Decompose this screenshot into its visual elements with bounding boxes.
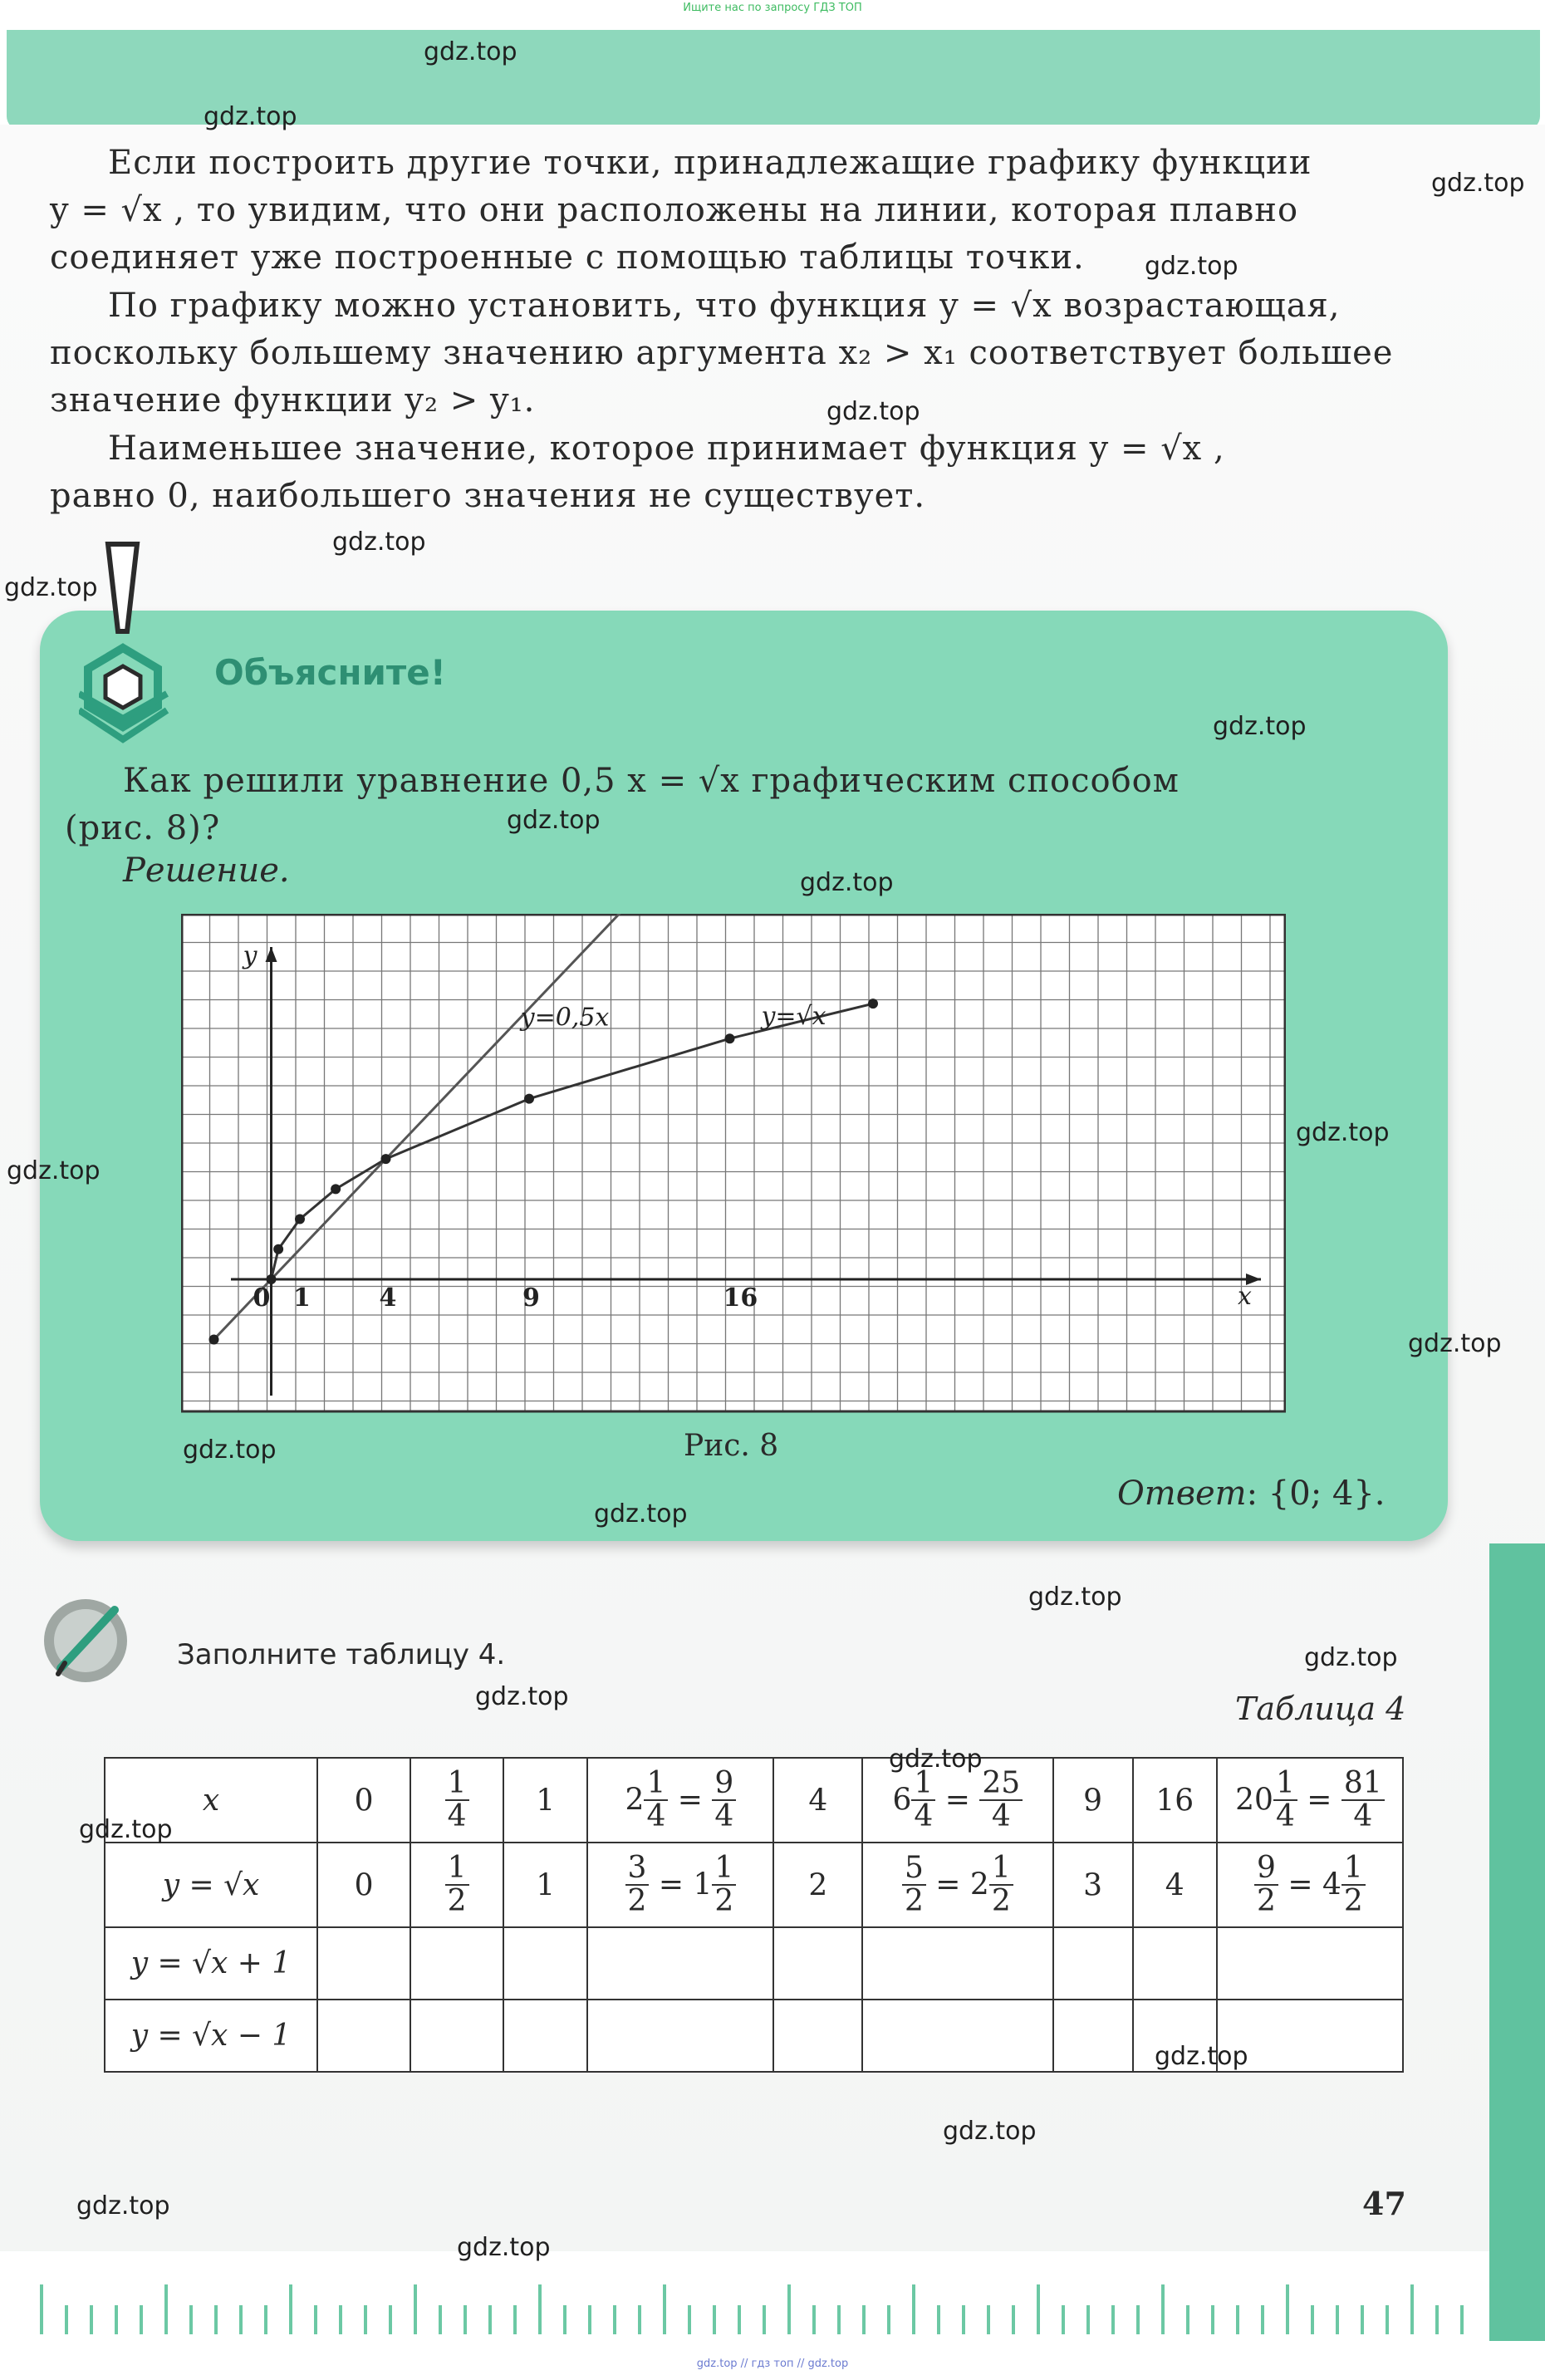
number-text: 1	[536, 1868, 556, 1903]
answer	[1117, 1475, 1386, 1513]
watermark: gdz.top	[332, 528, 426, 557]
fraction	[989, 1852, 1013, 1917]
number-text: 3	[1083, 1868, 1102, 1903]
intro-line: Если построить другие точки, принадлежащие графику функции	[108, 144, 1312, 182]
table-cell	[410, 1843, 503, 1927]
numerator: 9	[712, 1768, 736, 1801]
table-cell	[503, 1758, 587, 1843]
number-text: =	[1278, 1867, 1323, 1902]
graph-background	[181, 914, 1286, 1412]
table-cell	[317, 1843, 410, 1927]
empty-cell[interactable]	[773, 1927, 862, 2000]
numerator: 5	[902, 1852, 926, 1886]
y-axis-label: y	[243, 941, 258, 970]
fraction	[625, 1852, 650, 1917]
fraction	[911, 1768, 935, 1833]
table-cell	[1217, 1758, 1403, 1843]
watermark: gdz.top	[800, 868, 894, 897]
intro-line: y = √x , то увидим, что они расположены на линии, которая плавно	[50, 191, 1299, 229]
table-cell	[1217, 1843, 1403, 1927]
fraction	[1341, 1768, 1385, 1833]
empty-cell[interactable]	[1217, 1927, 1403, 2000]
data-point	[725, 1033, 735, 1043]
empty-cell[interactable]	[503, 1927, 587, 2000]
denominator: 4	[646, 1799, 666, 1833]
number-text: 9	[1083, 1784, 1102, 1818]
table-cell	[587, 1843, 773, 1927]
pencil-task-icon	[40, 1595, 131, 1686]
row-label-x: x	[105, 1758, 317, 1843]
explain-question	[65, 758, 1410, 852]
x-tick-label: 9	[522, 1283, 540, 1313]
table-cell	[317, 1758, 410, 1843]
table-row-y	[105, 1843, 1403, 1927]
fraction	[1273, 1768, 1297, 1833]
watermark: gdz.top	[594, 1499, 688, 1529]
ruler-decoration	[33, 2243, 1487, 2343]
number-text: =	[935, 1783, 980, 1818]
number-text: =	[1297, 1783, 1341, 1818]
number-text: 1	[693, 1867, 713, 1902]
denominator: 2	[627, 1884, 647, 1918]
bottom-note: gdz.top // гдз топ // gdz.top	[696, 2358, 849, 2370]
table-cell	[1133, 1758, 1217, 1843]
fraction	[1341, 1852, 1366, 1917]
numerator: 1	[644, 1768, 668, 1801]
intro-line: соединяет уже построенные с помощью таблицы точки.	[50, 238, 1085, 277]
x-tick-label: 4	[379, 1283, 397, 1313]
watermark: gdz.top	[1296, 1118, 1390, 1147]
table-label: Таблица 4	[1235, 1691, 1406, 1727]
watermark: gdz.top	[475, 1682, 569, 1711]
exclamation-hexagon-icon	[79, 540, 204, 748]
data-point	[524, 1094, 534, 1104]
number-text: 2	[625, 1783, 645, 1818]
watermark: gdz.top	[7, 1156, 101, 1185]
top-note: Ищите нас по запросу ГДЗ ТОП	[683, 2, 862, 14]
numerator: 1	[445, 1852, 469, 1886]
fraction	[902, 1852, 926, 1917]
empty-cell[interactable]	[862, 1927, 1052, 2000]
fraction	[445, 1852, 469, 1917]
watermark: gdz.top	[1028, 1583, 1122, 1612]
figure-caption: Рис. 8	[684, 1429, 779, 1463]
exercise-prompt: Заполните таблицу 4.	[177, 1638, 506, 1671]
watermark: gdz.top	[1155, 2042, 1248, 2071]
data-point	[331, 1184, 341, 1194]
empty-cell[interactable]	[1133, 1927, 1217, 2000]
numerator: 1	[1341, 1852, 1366, 1886]
numerator: 1	[445, 1768, 469, 1801]
function-graph	[181, 914, 1286, 1421]
table-cell	[410, 1758, 503, 1843]
denominator: 4	[447, 1799, 467, 1833]
watermark: gdz.top	[889, 1745, 983, 1774]
table-cell	[503, 1843, 587, 1927]
denominator: 2	[714, 1884, 734, 1918]
number-text: 0	[354, 1784, 374, 1818]
watermark: gdz.top	[943, 2117, 1037, 2146]
denominator: 2	[1257, 1884, 1276, 1918]
empty-cell[interactable]	[773, 2000, 862, 2072]
row-label-y-plus-1: y = √x + 1	[105, 1927, 317, 2000]
table-cell	[1053, 1843, 1133, 1927]
numerator: 1	[989, 1852, 1013, 1886]
x-tick-label: 1	[293, 1283, 311, 1313]
watermark: gdz.top	[424, 37, 517, 66]
watermark: gdz.top	[507, 806, 601, 835]
fraction	[1254, 1852, 1278, 1917]
empty-cell[interactable]	[1053, 2000, 1133, 2072]
data-point	[273, 1244, 283, 1254]
number-text: =	[649, 1867, 694, 1902]
explain-title: Объясните!	[214, 652, 446, 693]
table-cell	[862, 1843, 1052, 1927]
table-cell	[773, 1843, 862, 1927]
number-text: =	[668, 1783, 713, 1818]
data-point	[868, 999, 878, 1008]
empty-cell[interactable]	[410, 2000, 503, 2072]
empty-cell[interactable]	[587, 1927, 773, 2000]
data-point	[381, 1154, 391, 1164]
empty-cell[interactable]	[503, 2000, 587, 2072]
series-label-linear: y=0,5x	[520, 1003, 610, 1033]
number-text: 16	[1155, 1784, 1194, 1818]
intro-line: Наименьшее значение, которое принимает функция y = √x ,	[108, 429, 1225, 468]
answer-label: Ответ	[1117, 1475, 1247, 1513]
watermark: gdz.top	[1431, 169, 1525, 198]
table-4	[104, 1757, 1404, 2073]
question-line: (рис. 8)?	[65, 809, 221, 847]
intro-paragraph-2	[50, 282, 1420, 424]
watermark: gdz.top	[457, 2233, 551, 2262]
intro-paragraph-3	[50, 425, 1420, 520]
watermark: gdz.top	[1408, 1329, 1502, 1358]
watermark: gdz.top	[79, 1815, 173, 1844]
fraction	[445, 1768, 469, 1833]
number-text: =	[925, 1867, 970, 1902]
number-text: 4	[808, 1784, 828, 1818]
denominator: 2	[447, 1884, 467, 1918]
number-text: 2	[969, 1867, 989, 1902]
fraction	[644, 1768, 668, 1833]
fraction	[712, 1768, 736, 1833]
x-axis-label: x	[1238, 1282, 1252, 1311]
intro-line: По графику можно установить, что функция y = √x возрастающая,	[108, 287, 1341, 325]
intro-line: равно 0, наибольшего значения не существует.	[50, 477, 926, 515]
numerator: 1	[911, 1768, 935, 1801]
number-text: 20	[1235, 1783, 1273, 1818]
answer-value: : {0; 4}.	[1246, 1475, 1386, 1513]
data-point	[209, 1334, 219, 1344]
watermark: gdz.top	[1304, 1643, 1398, 1672]
watermark: gdz.top	[4, 573, 98, 602]
empty-cell[interactable]	[1053, 1927, 1133, 2000]
row-label-y: y = √x	[105, 1843, 317, 1927]
question-line: Как решили уравнение 0,5 x = √x графическим способом	[123, 762, 1180, 800]
row-label-y-minus-1: y = √x − 1	[105, 2000, 317, 2072]
empty-cell[interactable]	[587, 2000, 773, 2072]
empty-cell[interactable]	[317, 2000, 410, 2072]
denominator: 2	[1343, 1884, 1363, 1918]
intro-line: поскольку большему значению аргумента x₂ > x₁ соответствует большее	[50, 334, 1394, 372]
denominator: 4	[714, 1799, 734, 1833]
series-label-sqrt: y=√x	[761, 1001, 826, 1031]
data-point	[295, 1215, 305, 1224]
number-text: 4	[1322, 1867, 1341, 1902]
watermark: gdz.top	[76, 2191, 170, 2221]
numerator: 9	[1254, 1852, 1278, 1886]
number-text: 6	[892, 1783, 912, 1818]
watermark: gdz.top	[183, 1435, 277, 1465]
numerator: 3	[625, 1852, 650, 1886]
table-cell	[587, 1758, 773, 1843]
x-tick-label: 16	[723, 1283, 758, 1313]
fraction	[712, 1852, 736, 1917]
number-text: 0	[354, 1868, 374, 1903]
watermark: gdz.top	[204, 102, 297, 131]
empty-cell[interactable]	[317, 1927, 410, 2000]
denominator: 4	[1275, 1799, 1295, 1833]
denominator: 4	[991, 1799, 1011, 1833]
empty-cell[interactable]	[862, 2000, 1052, 2072]
table-cell	[1053, 1758, 1133, 1843]
solution-label: Решение.	[123, 851, 290, 890]
origin-label: 0	[253, 1283, 271, 1313]
number-text: 2	[808, 1868, 828, 1903]
table-row-y-plus-1	[105, 1927, 1403, 2000]
intro-line: значение функции y₂ > y₁.	[50, 381, 536, 420]
empty-cell[interactable]	[410, 1927, 503, 2000]
numerator: 1	[712, 1852, 736, 1886]
denominator: 2	[904, 1884, 924, 1918]
watermark: gdz.top	[826, 397, 920, 426]
table-cell	[773, 1758, 862, 1843]
denominator: 4	[1353, 1799, 1373, 1833]
number-text: 4	[1165, 1868, 1184, 1903]
watermark: gdz.top	[1145, 252, 1238, 281]
page-number: 47	[1362, 2185, 1406, 2222]
table-row-x	[105, 1758, 1403, 1843]
watermark: gdz.top	[1213, 712, 1307, 741]
fraction	[979, 1768, 1023, 1833]
numerator: 1	[1273, 1768, 1297, 1801]
side-tab	[1489, 1543, 1545, 2341]
number-text: 1	[536, 1784, 556, 1818]
denominator: 2	[991, 1884, 1011, 1918]
numerator: 81	[1341, 1768, 1385, 1801]
table-cell	[1133, 1843, 1217, 1927]
denominator: 4	[914, 1799, 934, 1833]
numerator: 25	[979, 1768, 1023, 1801]
